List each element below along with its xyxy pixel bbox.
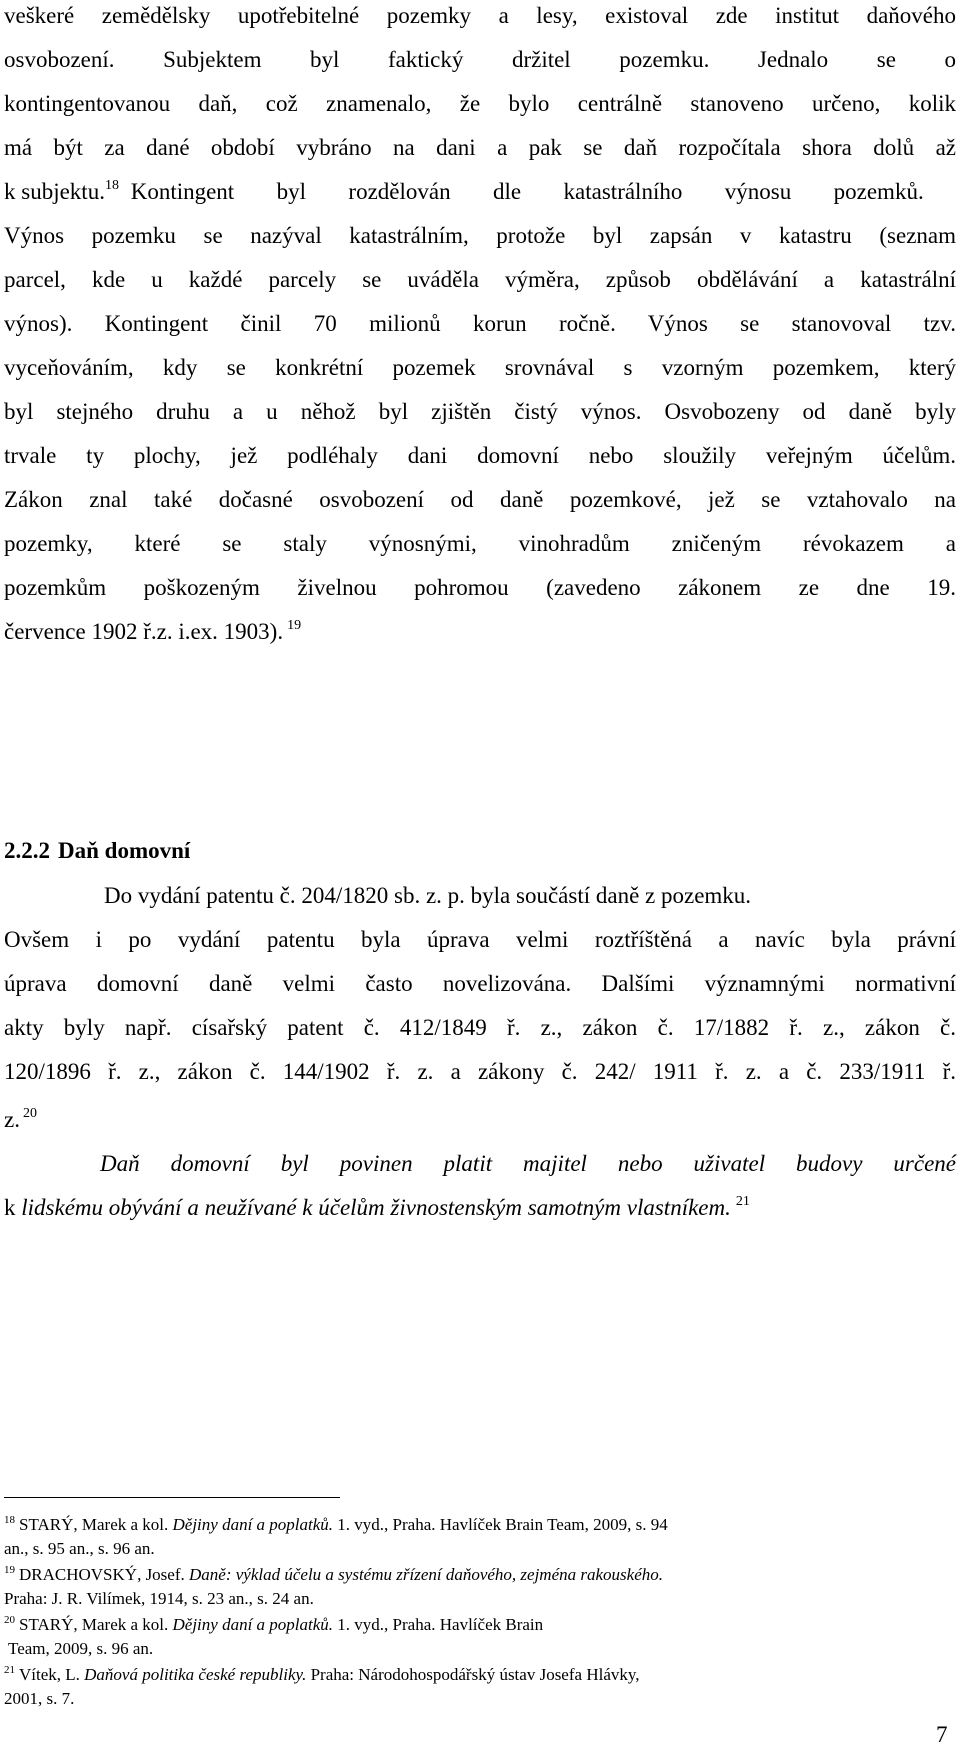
section-line-2: Ovšem i po vydání patentu byla úprava velmi roztříštěná a navíc byla právní bbox=[4, 927, 956, 952]
footnote-author: STARÝ, Marek a kol. bbox=[19, 1515, 169, 1534]
body-line-9: vyceňováním, kdy se konkrétní pozemek srovnával s vzorným pozemkem, který bbox=[4, 355, 956, 380]
body-line-6: Výnos pozemku se nazýval katastrálním, protože byl zapsán v katastru (seznam bbox=[4, 223, 956, 248]
body-line-5 bbox=[4, 178, 956, 206]
section-line-1: Do vydání patentu č. 204/1820 sb. z. p. byla součástí daně z pozemku. bbox=[104, 883, 752, 908]
body-line-15-text: července 1902 ř.z. i.ex. 1903). bbox=[4, 619, 284, 644]
footnote-number: 21 bbox=[4, 1664, 15, 1676]
body-line-8: výnos). Kontingent činil 70 milionů korun ročně. Výnos se stanovoval tzv. bbox=[4, 311, 956, 336]
footnote-20 bbox=[4, 1614, 956, 1636]
body-line-3: kontingentovanou daň, což znamenalo, že bylo centrálně stanoveno určeno, kolik bbox=[4, 91, 956, 116]
footnote-ref-18: 18 bbox=[104, 178, 119, 193]
footnote-title: Dějiny daní a poplatků. bbox=[172, 1515, 334, 1534]
body-line-12: Zákon znal také dočasné osvobození od daně pozemkové, jež se vztahovalo na bbox=[4, 487, 956, 512]
section-title: Daň domovní bbox=[58, 838, 191, 863]
definition-text-1: Daň domovní byl povinen platit majitel nebo uživatel budovy určené bbox=[100, 1151, 956, 1176]
footnote-19 bbox=[4, 1564, 956, 1586]
definition-text-2: lidskému obývání a neužívané k účelům živnostenským samotným vlastníkem. bbox=[21, 1195, 731, 1220]
footnote-20-cont: Team, 2009, s. 96 an. bbox=[8, 1639, 154, 1658]
footnote-19-cont: Praha: J. R. Vilímek, 1914, s. 23 an., s. 24 an. bbox=[4, 1589, 314, 1608]
footnote-rest: 1. vyd., Praha. Havlíček Brain Team, 2009, s. 94 bbox=[337, 1515, 668, 1534]
footnote-number: 19 bbox=[4, 1564, 15, 1576]
body-line-2: osvobození. Subjektem byl faktický držitel pozemku. Jednalo se o bbox=[4, 47, 956, 72]
body-line-7: parcel, kde u každé parcely se uváděla výměra, způsob obdělávání a katastrální bbox=[4, 267, 956, 292]
footnote-21 bbox=[4, 1664, 956, 1686]
body-line-4: má být za dané období vybráno na dani a pak se daň rozpočítala shora dolů až bbox=[4, 135, 956, 160]
footnote-rest: 1. vyd., Praha. Havlíček Brain bbox=[337, 1615, 544, 1634]
page-number: 7 bbox=[936, 1722, 948, 1747]
section-heading bbox=[4, 838, 190, 864]
body-line-11: trvale ty plochy, jež podléhaly dani domovní nebo sloužily veřejným účelům. bbox=[4, 443, 956, 468]
footnote-18 bbox=[4, 1514, 956, 1536]
definition-line-2 bbox=[4, 1194, 956, 1222]
section-line-6-text: z. bbox=[4, 1107, 20, 1132]
section-line-5: 120/1896 ř. z., zákon č. 144/1902 ř. z. a zákony č. 242/ 1911 ř. z. a č. 233/1911 ř. bbox=[4, 1059, 956, 1084]
footnote-ref-19: 19 bbox=[287, 618, 302, 633]
footnote-ref-20: 20 bbox=[22, 1106, 37, 1121]
footnote-ref-21: 21 bbox=[735, 1194, 750, 1209]
body-line-10: byl stejného druhu a u něhož byl zjištěn čistý výnos. Osvobozeny od daně byly bbox=[4, 399, 956, 424]
footnote-title: Daně: výklad účelu a systému zřízení daňového, zejména rakouského. bbox=[189, 1565, 663, 1584]
body-line-5-rest: Kontingent byl rozdělován dle katastrálního výnosu pozemků. bbox=[130, 179, 924, 204]
footnote-separator bbox=[4, 1497, 340, 1498]
body-line-5-start: k subjektu. bbox=[4, 179, 105, 204]
definition-line-1 bbox=[100, 1150, 956, 1178]
body-line-14: pozemkům poškozeným živelnou pohromou (zavedeno zákonem ze dne 19. bbox=[4, 575, 956, 600]
footnote-21-cont: 2001, s. 7. bbox=[4, 1689, 75, 1708]
definition-prefix: k bbox=[4, 1195, 16, 1220]
footnote-number: 20 bbox=[4, 1614, 15, 1626]
section-line-3: úprava domovní daně velmi často novelizována. Dalšími významnými normativní bbox=[4, 971, 956, 996]
footnote-author: Vítek, L. bbox=[19, 1665, 80, 1684]
body-line-13: pozemky, které se staly výnosnými, vinohradům zničeným révokazem a bbox=[4, 531, 956, 556]
footnote-title: Daňová politika české republiky. bbox=[84, 1665, 307, 1684]
section-number: 2.2.2 bbox=[4, 838, 50, 863]
footnote-number: 18 bbox=[4, 1514, 15, 1526]
footnote-author: STARÝ, Marek a kol. bbox=[19, 1615, 169, 1634]
footnote-author: DRACHOVSKÝ, Josef. bbox=[19, 1565, 185, 1584]
section-line-4: akty byly např. císařský patent č. 412/1849 ř. z., zákon č. 17/1882 ř. z., zákon č. bbox=[4, 1015, 956, 1040]
body-line-1: veškeré zemědělsky upotřebitelné pozemky a lesy, existoval zde institut daňového bbox=[4, 3, 956, 28]
section-line-6 bbox=[4, 1106, 956, 1134]
footnote-title: Dějiny daní a poplatků. bbox=[172, 1615, 334, 1634]
footnote-18-cont: an., s. 95 an., s. 96 an. bbox=[4, 1539, 155, 1558]
footnote-rest: Praha: Národohospodářský ústav Josefa Hlávky, bbox=[310, 1665, 640, 1684]
body-line-15 bbox=[4, 618, 956, 646]
